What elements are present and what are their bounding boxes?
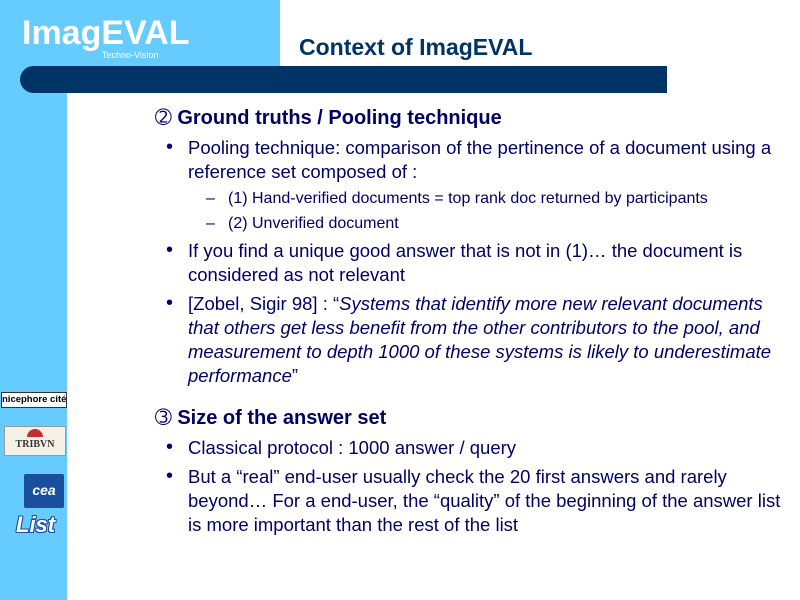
section-heading-text: ➁ Ground truths / Pooling technique xyxy=(155,107,502,129)
brand-logo-text: ImagEVAL xyxy=(22,14,190,52)
list-item xyxy=(166,136,786,184)
sub-list-item-text: (2) Unverified document xyxy=(228,215,399,232)
list-item xyxy=(166,465,786,537)
tribvn-logo-text: TRIBVN xyxy=(15,439,55,450)
slide-content xyxy=(126,106,786,537)
sub-list-item-text: (1) Hand-verified documents = top rank doc returned by participants xyxy=(228,190,708,207)
section-heading-text: ➂ Size of the answer set xyxy=(155,407,387,429)
cea-logo xyxy=(24,474,64,508)
citation-suffix: ” xyxy=(291,365,299,386)
list-item xyxy=(166,436,786,460)
cea-logo-text: cea xyxy=(32,482,56,498)
section-heading-ground-truths xyxy=(126,106,786,131)
list-item-text: If you find a unique good answer that is not in (1)… the document is considered as not relevant xyxy=(188,240,743,285)
section-heading-answer-set xyxy=(126,406,786,431)
slide-title: Context of ImagEVAL xyxy=(299,34,533,60)
nicephore-logo: nicephore cité xyxy=(1,392,67,408)
bullet-dot: • xyxy=(166,239,174,261)
title-underline-bar xyxy=(20,66,667,93)
citation-quote: Systems that identify more new relevant documents that others get less benefit from the other contributors to the pool, and measurement to depth 1000 of these systems is likely to underestimate performance xyxy=(188,293,772,386)
bullet-dot: • xyxy=(166,436,174,458)
brand-subtitle: Techno-Vision xyxy=(102,50,159,60)
bullet-dash: – xyxy=(206,215,215,232)
list-item-text: Pooling technique: comparison of the pertinence of a document using a reference set composed of : xyxy=(188,137,772,182)
list-item-text: Classical protocol : 1000 answer / query xyxy=(188,437,517,458)
sub-list-item xyxy=(206,214,786,234)
list-logo: List xyxy=(16,512,56,537)
sub-list-item xyxy=(206,189,786,209)
list-item-citation xyxy=(166,292,786,388)
list-item-text: But a “real” end-user usually check the 20 first answers and rarely beyond… For a end-user, the “quality” of the beginning of the answer list is more important than the rest of the list xyxy=(188,466,781,535)
bullet-dot: • xyxy=(166,465,174,487)
bullet-dot: • xyxy=(166,292,174,314)
list-item xyxy=(166,239,786,287)
tribvn-arc-icon xyxy=(27,429,43,437)
bullet-dash: – xyxy=(206,190,215,207)
tribvn-logo xyxy=(4,426,66,456)
citation-prefix: [Zobel, Sigir 98] : “ xyxy=(188,293,340,314)
bullet-dot: • xyxy=(166,136,174,158)
